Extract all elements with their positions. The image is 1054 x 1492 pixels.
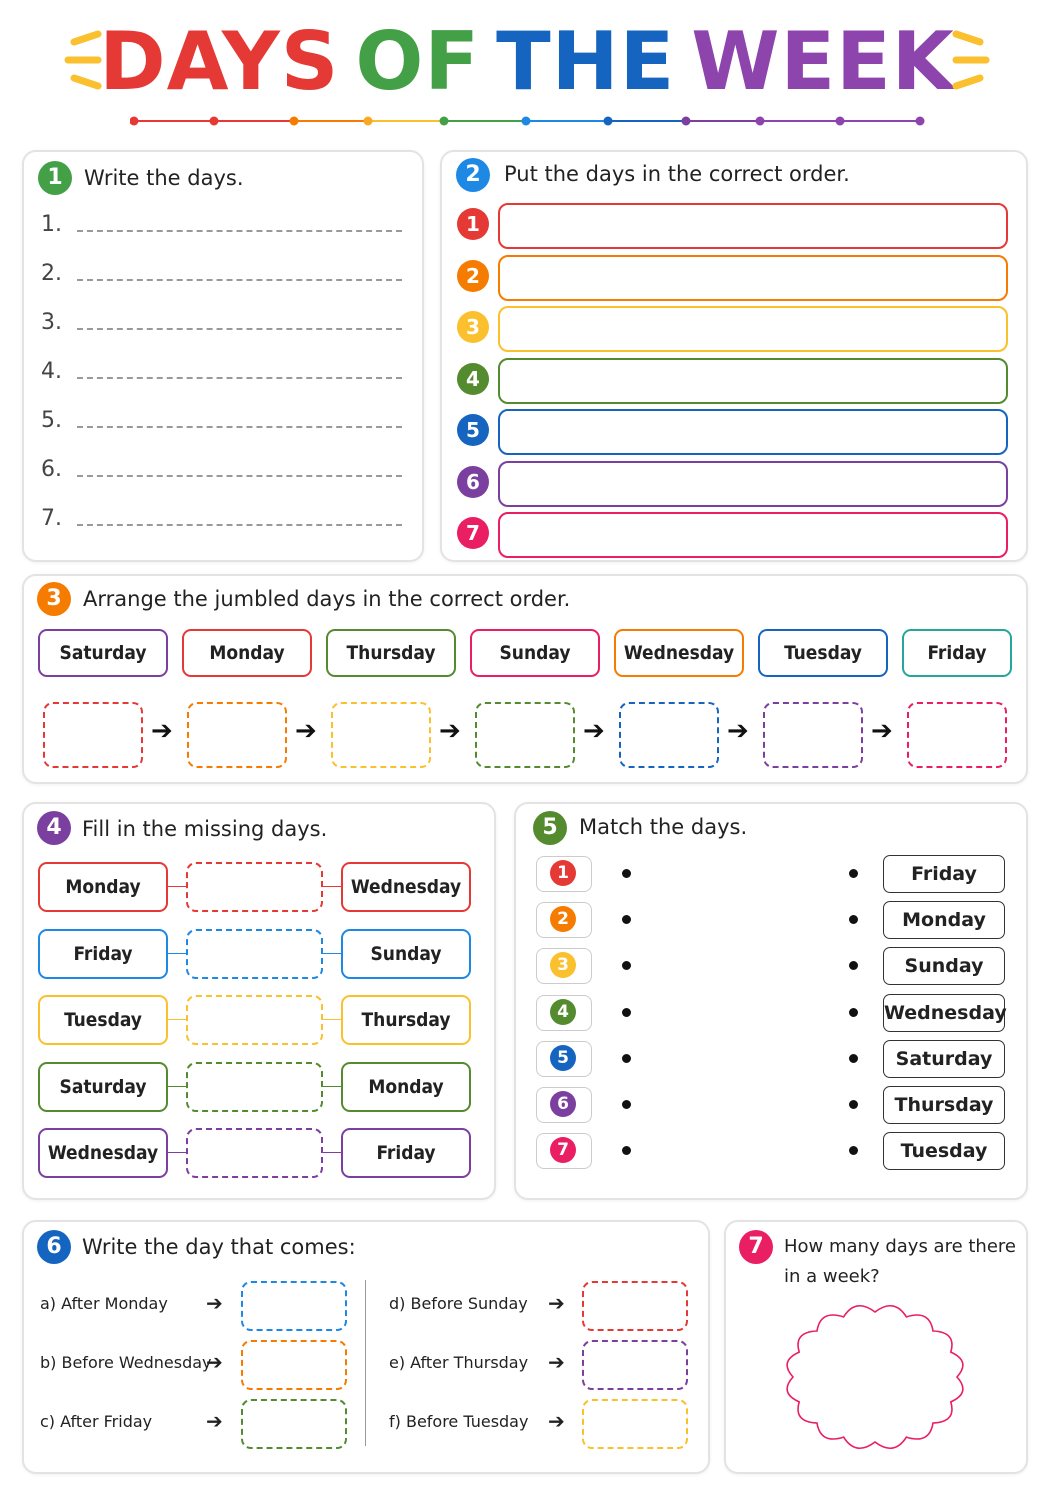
match-dot-left[interactable]: [622, 1100, 631, 1109]
right-arrow-icon: ➔: [295, 716, 317, 746]
title-word-of: OF: [355, 15, 481, 108]
order-number-badge: 4: [457, 363, 489, 395]
order-number-badge: 1: [457, 208, 489, 240]
day-question-right: d) Before Sunday: [389, 1294, 528, 1313]
known-day-right: Friday: [341, 1128, 471, 1178]
known-day-right: Wednesday: [341, 862, 471, 912]
arrow-icon: ➔: [206, 1291, 223, 1315]
line-number: 1.: [41, 212, 62, 237]
answer-box-right[interactable]: [582, 1399, 688, 1449]
missing-day-box[interactable]: [186, 929, 323, 979]
line-number: 6.: [41, 457, 62, 482]
order-answer-box[interactable]: [498, 203, 1008, 249]
match-day-card: Friday: [883, 855, 1005, 893]
match-number: 5: [550, 1045, 576, 1071]
section-3-number-badge: 3: [37, 582, 71, 616]
section-3-question: Arrange the jumbled days in the correct order.: [83, 587, 571, 611]
section-7-question-line-1: How many days are there: [784, 1236, 1016, 1257]
day-question-left: b) Before Wednesday: [40, 1353, 212, 1372]
line-number: 7.: [41, 506, 62, 531]
connector-line: [166, 1152, 186, 1153]
order-number-badge: 3: [457, 311, 489, 343]
answer-line[interactable]: [77, 230, 402, 232]
jumbled-day-card: Monday: [182, 629, 312, 677]
right-arrow-icon: ➔: [583, 716, 605, 746]
section-4-question: Fill in the missing days.: [82, 817, 328, 841]
right-sparkle-icon: [950, 30, 990, 90]
answer-box-right[interactable]: [582, 1281, 688, 1331]
match-day-card: Sunday: [883, 947, 1005, 985]
jumbled-day-card: Sunday: [470, 629, 600, 677]
cloud-answer-shape[interactable]: [776, 1298, 974, 1456]
known-day-left: Saturday: [38, 1062, 168, 1112]
jumbled-day-card: Wednesday: [614, 629, 744, 677]
answer-line[interactable]: [77, 328, 402, 330]
title-word-week: WEEK: [691, 15, 955, 108]
section-2-question: Put the days in the correct order.: [504, 162, 850, 186]
match-day-card: Saturday: [883, 1040, 1005, 1078]
match-number-badge: [536, 1133, 592, 1169]
order-number-badge: 2: [457, 260, 489, 292]
answer-box-left[interactable]: [241, 1281, 347, 1331]
match-day-card: Thursday: [883, 1086, 1005, 1124]
order-drop-box[interactable]: [475, 702, 575, 768]
match-dot-left[interactable]: [622, 869, 631, 878]
match-number-badge: [536, 1087, 592, 1123]
section-6-question: Write the day that comes:: [82, 1235, 356, 1259]
connector-line: [166, 1019, 186, 1020]
section-6-number-badge: 6: [37, 1230, 71, 1264]
order-drop-box[interactable]: [907, 702, 1007, 768]
arrow-icon: ➔: [548, 1291, 565, 1315]
order-answer-box[interactable]: [498, 409, 1008, 455]
section-4-number-badge: 4: [37, 811, 71, 845]
page-title: [0, 14, 1054, 110]
match-dot-right[interactable]: [849, 1008, 858, 1017]
match-number: 6: [550, 1091, 576, 1117]
right-arrow-icon: ➔: [439, 716, 461, 746]
match-number-badge: [536, 1041, 592, 1077]
section-5-number-badge: 5: [533, 811, 567, 845]
match-day-card: Monday: [883, 901, 1005, 939]
match-dot-right[interactable]: [849, 1100, 858, 1109]
section-7-number-badge: 7: [739, 1230, 773, 1264]
section-1-question: Write the days.: [84, 166, 244, 190]
known-day-left: Monday: [38, 862, 168, 912]
missing-day-box[interactable]: [186, 995, 323, 1045]
order-number-badge: 5: [457, 414, 489, 446]
match-number: 1: [550, 860, 576, 886]
match-number-badge: [536, 902, 592, 938]
match-number-badge: [536, 995, 592, 1031]
day-question-right: f) Before Tuesday: [389, 1412, 529, 1431]
order-drop-box[interactable]: [187, 702, 287, 768]
answer-line[interactable]: [77, 377, 402, 379]
order-drop-box[interactable]: [763, 702, 863, 768]
match-number: 3: [550, 952, 576, 978]
jumbled-day-card: Friday: [902, 629, 1012, 677]
order-number-badge: 7: [457, 517, 489, 549]
order-drop-box[interactable]: [43, 702, 143, 768]
order-drop-box[interactable]: [619, 702, 719, 768]
jumbled-day-card: Saturday: [38, 629, 168, 677]
order-answer-box[interactable]: [498, 306, 1008, 352]
order-answer-box[interactable]: [498, 512, 1008, 558]
missing-day-box[interactable]: [186, 1062, 323, 1112]
match-dot-left[interactable]: [622, 1054, 631, 1063]
section-1-card: [22, 150, 424, 562]
known-day-left: Tuesday: [38, 995, 168, 1045]
title-word-the: THE: [496, 15, 676, 108]
arrow-icon: ➔: [548, 1350, 565, 1374]
answer-line[interactable]: [77, 524, 402, 526]
match-dot-right[interactable]: [849, 869, 858, 878]
line-number: 5.: [41, 408, 62, 433]
line-number: 2.: [41, 261, 62, 286]
answer-line[interactable]: [77, 475, 402, 477]
answer-box-left[interactable]: [241, 1399, 347, 1449]
missing-day-box[interactable]: [186, 862, 323, 912]
right-arrow-icon: ➔: [151, 716, 173, 746]
line-number: 4.: [41, 359, 62, 384]
connector-line: [321, 953, 341, 954]
connector-line: [321, 1152, 341, 1153]
match-day-card: Tuesday: [883, 1132, 1005, 1170]
line-number: 3.: [41, 310, 62, 335]
match-dot-left[interactable]: [622, 1008, 631, 1017]
match-number: 4: [550, 999, 576, 1025]
order-answer-box[interactable]: [498, 358, 1008, 404]
connector-line: [321, 1019, 341, 1020]
connector-line: [321, 1086, 341, 1087]
section-1-number-badge: 1: [38, 161, 72, 195]
connector-line: [166, 886, 186, 887]
jumbled-day-card: Tuesday: [758, 629, 888, 677]
arrow-icon: ➔: [548, 1409, 565, 1433]
section-7-question-line-2: in a week?: [784, 1266, 880, 1287]
missing-day-box[interactable]: [186, 1128, 323, 1178]
order-answer-box[interactable]: [498, 461, 1008, 507]
answer-line[interactable]: [77, 426, 402, 428]
section-6-divider: [365, 1280, 366, 1446]
connector-line: [166, 1086, 186, 1087]
arrow-icon: ➔: [206, 1350, 223, 1374]
title-word-days: DAYS: [99, 15, 340, 108]
jumbled-day-card: Thursday: [326, 629, 456, 677]
order-number-badge: 6: [457, 466, 489, 498]
known-day-right: Sunday: [341, 929, 471, 979]
day-question-left: a) After Monday: [40, 1294, 168, 1313]
known-day-right: Monday: [341, 1062, 471, 1112]
order-drop-box[interactable]: [331, 702, 431, 768]
day-question-left: c) After Friday: [40, 1412, 153, 1431]
right-arrow-icon: ➔: [871, 716, 893, 746]
known-day-left: Friday: [38, 929, 168, 979]
connector-line: [166, 953, 186, 954]
title-dot-divider: [130, 114, 925, 128]
right-arrow-icon: ➔: [727, 716, 749, 746]
section-2-number-badge: 2: [456, 158, 490, 192]
match-number: 2: [550, 906, 576, 932]
match-dot-right[interactable]: [849, 1054, 858, 1063]
answer-box-right[interactable]: [582, 1340, 688, 1390]
known-day-left: Wednesday: [38, 1128, 168, 1178]
section-5-question: Match the days.: [579, 815, 748, 839]
match-day-card: Wednesday: [883, 994, 1005, 1032]
arrow-icon: ➔: [206, 1409, 223, 1433]
known-day-right: Thursday: [341, 995, 471, 1045]
match-number: 7: [550, 1137, 576, 1163]
order-answer-box[interactable]: [498, 255, 1008, 301]
connector-line: [321, 886, 341, 887]
answer-line[interactable]: [77, 279, 402, 281]
match-number-badge: [536, 948, 592, 984]
answer-box-left[interactable]: [241, 1340, 347, 1390]
day-question-right: e) After Thursday: [389, 1353, 529, 1372]
match-number-badge: [536, 856, 592, 892]
